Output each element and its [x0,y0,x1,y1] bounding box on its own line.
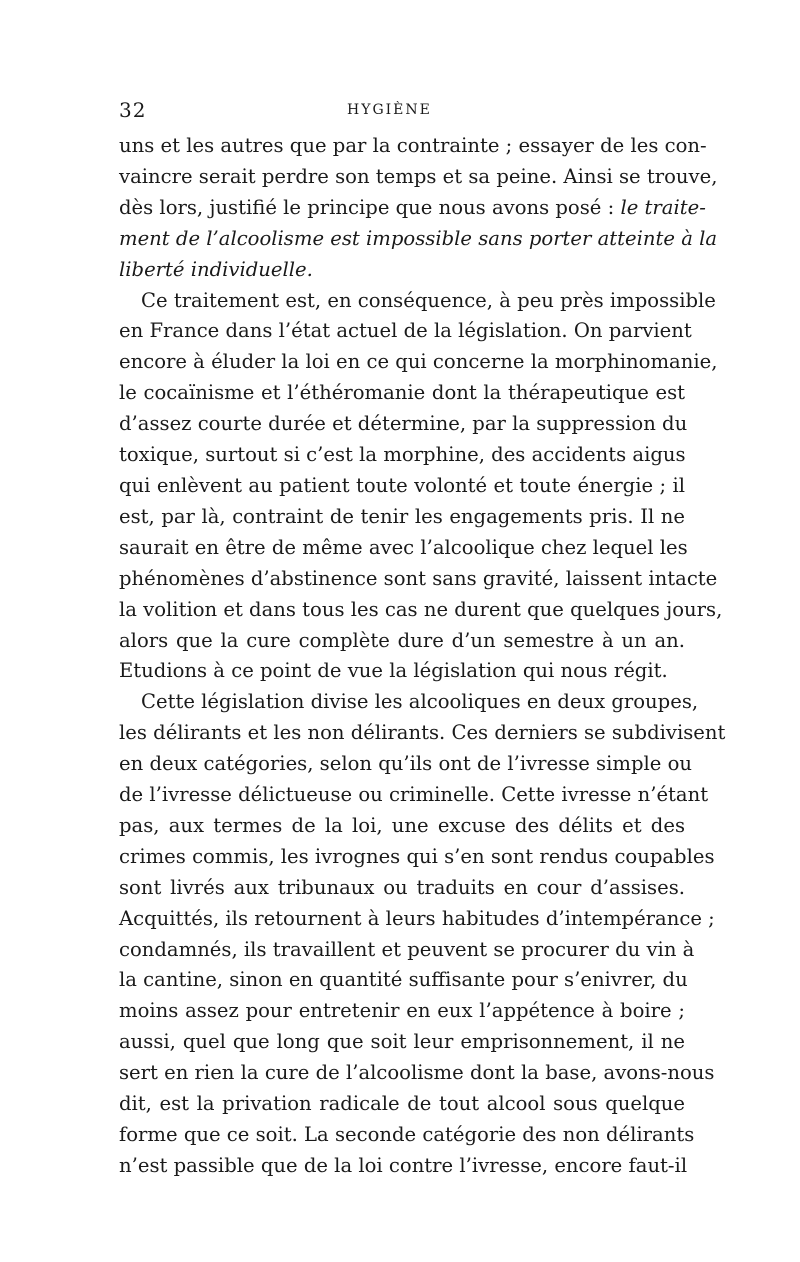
running-title: HYGIÈNE [347,102,432,118]
line-text: encore à éluder la loi en ce qui concerne la morphinomanie, [119,350,718,374]
text-line [119,935,695,966]
text-line [119,873,685,904]
line-text: Ce traitement est, en conséquence, à peu près impossible [141,288,716,312]
line-text: sert en rien la cure de l’alcoolisme dont la base, avons-nous [119,1061,715,1085]
text-line [119,780,709,811]
text-line [119,286,716,317]
line-text: toxique, surtout si c’est la morphine, des accidents aigus [119,443,686,467]
italic-text: ment de l’alcoolisme est impossible sans porter atteinte à la [119,226,718,250]
line-text: de l’ivresse délictueuse ou criminelle. Cette ivresse n’étant [119,783,709,807]
line-text: qui enlèvent au patient toute volonté et toute énergie ; il [119,473,685,497]
line-text: en France dans l’état actuel de la législation. On parvient [119,319,692,343]
text-line [119,224,718,255]
italic-text: le traite- [620,195,706,219]
italic-text: liberté individuelle. [119,257,313,281]
line-text: saurait en être de même avec l’alcoolique chez lequel les [119,535,688,559]
line-text: aussi, quel que long que soit leur emprisonnement, il ne [119,1030,685,1054]
line-text: en deux catégories, selon qu’ils ont de l’ivresse simple ou [119,752,693,776]
text-line [119,965,688,996]
line-text: crimes commis, les ivrognes qui s’en sont rendus coupables [119,844,715,868]
line-text: condamnés, ils travaillent et peuvent se procurer du vin à [119,937,695,961]
text-line [119,564,718,595]
page-number: 32 [119,98,147,122]
line-text: pas, aux termes de la loi, une excuse des délits et des [119,813,685,837]
text-line [119,1058,715,1089]
text-line [119,347,718,378]
line-text: les délirants et les non délirants. Ces derniers se subdivisent [119,721,726,745]
page-header [119,98,685,128]
line-text: phénomènes d’abstinence sont sans gravité, laissent intacte [119,566,718,590]
line-text: forme que ce soit. La seconde catégorie des non délirants [119,1123,695,1146]
paragraph [119,687,726,1182]
line-text: vaincre serait perdre son temps et sa peine. Ainsi se trouve, [119,164,718,188]
text-line [119,687,699,718]
text-line [119,811,685,842]
text-line [119,996,685,1027]
text-line [119,656,685,687]
line-text: n’est passible que de la loi contre l’ivresse, encore faut-il [119,1153,688,1177]
text-line [119,162,718,193]
text-line [119,842,715,873]
line-text: Etudions à ce point de vue la législation qui nous régit. [119,659,668,683]
text-line [119,904,715,935]
text-line [119,1120,695,1151]
text-line [119,626,685,657]
line-text: la cantine, sinon en quantité suffisante pour s’enivrer, du [119,968,688,992]
text-line [119,749,693,780]
text-line [119,1151,688,1182]
line-text: dit, est la privation radicale de tout alcool sous quelque [119,1092,685,1116]
text-line [119,595,723,626]
text-line [119,193,706,224]
text-line [119,533,688,564]
text-line [119,378,685,409]
line-text: dès lors, justifié le principe que nous avons posé : [119,195,621,219]
book-page [119,98,726,1182]
text-line [119,316,692,347]
text-line [119,1089,685,1120]
paragraph [119,131,718,286]
line-text: est, par là, contraint de tenir les engagements pris. Il ne [119,504,685,528]
line-text: alors que la cure complète dure d’un semestre à un an. [119,628,685,652]
text-line [119,131,707,162]
text-line [119,718,726,749]
text-line [119,409,688,440]
text-line [119,1027,685,1058]
text-line [119,471,685,502]
line-text: d’assez courte durée et détermine, par la suppression du [119,412,688,436]
body-text [119,131,726,1182]
line-text: le cocaïnisme et l’éthéromanie dont la thérapeutique est [119,381,685,405]
line-text: sont livrés aux tribunaux ou traduits en cour d’assises. [119,875,685,899]
line-text: la volition et dans tous les cas ne durent que quelques jours, [119,597,723,621]
paragraph [119,286,723,688]
text-line [119,502,685,533]
line-text: moins assez pour entretenir en eux l’appétence à boire ; [119,999,685,1023]
line-text: Acquittés, ils retournent à leurs habitudes d’intempérance ; [119,906,715,930]
text-line [119,255,685,286]
text-line [119,440,685,471]
line-text: uns et les autres que par la contrainte ; essayer de les con- [119,134,707,157]
line-text: Cette législation divise les alcooliques en deux groupes, [141,690,699,714]
